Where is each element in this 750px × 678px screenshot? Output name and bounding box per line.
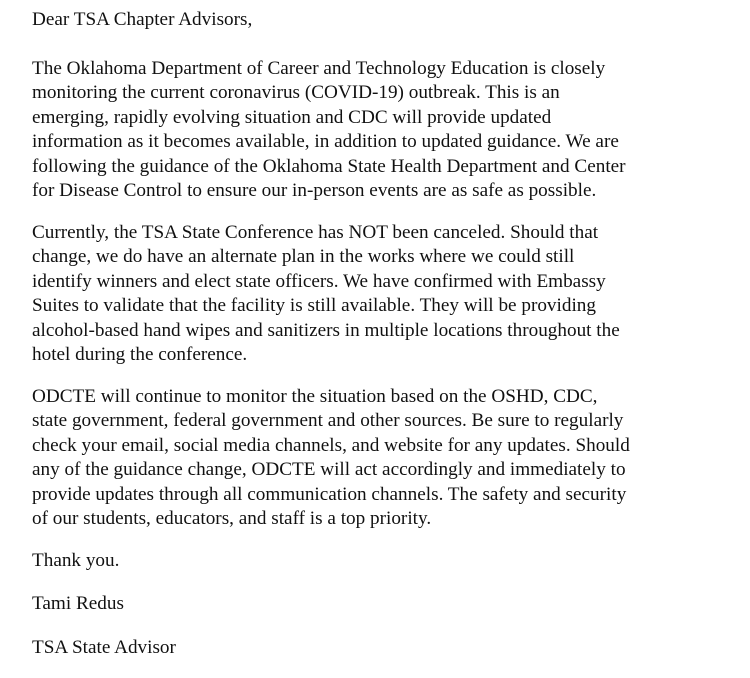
signer-title: TSA State Advisor [32,636,176,658]
paragraph-line: alcohol-based hand wipes and sanitizers in multiple locations throughout the [32,319,620,341]
signer-name: Tami Redus [32,593,124,614]
closing: Thank you. [32,549,120,571]
paragraph-updates [32,385,722,532]
paragraph-line: emerging, rapidly evolving situation and CDC will provide updated [32,106,552,128]
paragraph-line: state government, federal government and other sources. Be sure to regularly [32,410,624,431]
salutation: Dear TSA Chapter Advisors, [32,9,253,30]
paragraph-line: of our students, educators, and staff is a top priority. [32,508,432,529]
paragraph-covid-monitoring [32,57,722,204]
paragraph-line: information as it becomes available, in addition to updated guidance. We are [32,131,619,152]
paragraph-conference-status [32,221,722,368]
paragraph-line: monitoring the current coronavirus (COVID-19) outbreak. This is an [32,82,560,103]
paragraph-line: Currently, the TSA State Conference has NOT been canceled. Should that [32,221,599,243]
paragraph-line: hotel during the conference. [32,344,248,365]
paragraph-line: provide updates through all communication channels. The safety and security [32,483,627,505]
paragraph-line: check your email, social media channels, and website for any updates. Should [32,434,630,456]
letter-body [32,8,722,660]
paragraph-line: ODCTE will continue to monitor the situation based on the OSHD, CDC, [32,385,598,407]
paragraph-line: change, we do have an alternate plan in the works where we could still [32,246,575,267]
paragraph-line: following the guidance of the Oklahoma State Health Department and Center [32,155,626,177]
paragraph-line: for Disease Control to ensure our in-person events are as safe as possible. [32,180,597,201]
paragraph-line: identify winners and elect state officers. We have confirmed with Embassy [32,270,606,292]
paragraph-line: The Oklahoma Department of Career and Technology Education is closely [32,57,606,79]
paragraph-line: Suites to validate that the facility is still available. They will be providing [32,295,596,316]
paragraph-line: any of the guidance change, ODCTE will act accordingly and immediately to [32,459,626,480]
